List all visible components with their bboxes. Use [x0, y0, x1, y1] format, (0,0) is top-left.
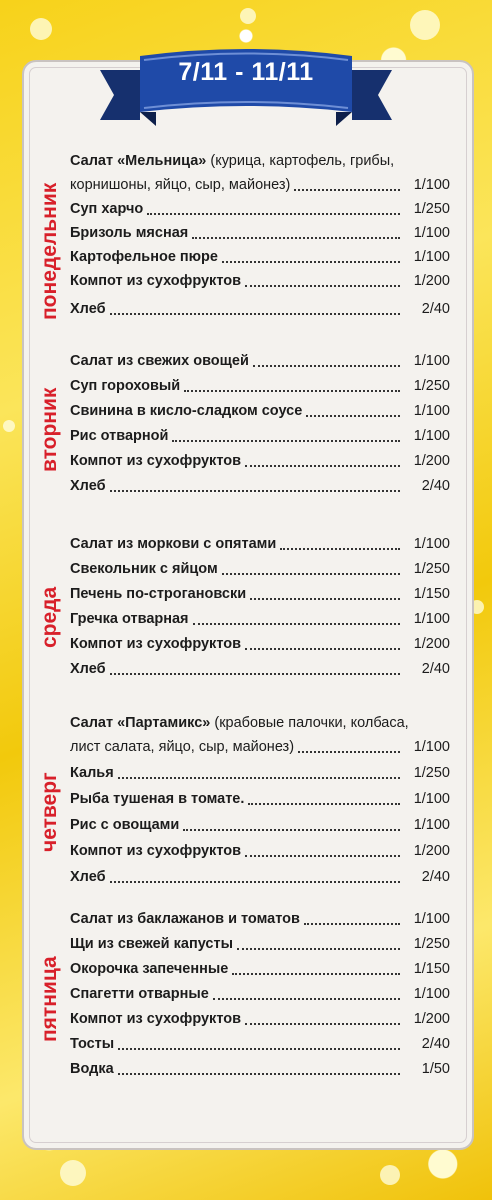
dish-quantity: 1/150	[413, 586, 450, 602]
dish-quantity: 1/250	[413, 936, 450, 952]
menu-item	[70, 762, 450, 784]
dish-name: Салат «Мельница»	[70, 153, 207, 169]
dish-quantity: 1/200	[413, 1011, 450, 1027]
menu-item	[70, 1033, 450, 1055]
menu-item	[70, 558, 450, 580]
dot-leader	[110, 313, 400, 315]
dot-leader	[250, 598, 400, 600]
menu-item	[70, 712, 450, 734]
dish-name: Печень по-строгановски	[70, 586, 247, 602]
menu-item	[70, 1008, 450, 1030]
dot-leader	[248, 803, 400, 805]
dish-name: Тосты	[70, 1036, 115, 1052]
dish-quantity: 1/100	[413, 986, 450, 1002]
dish-quantity: 1/250	[413, 765, 450, 781]
page-title: 7/11 - 11/11	[178, 58, 314, 86]
dot-leader	[193, 623, 400, 625]
dot-leader	[222, 261, 400, 263]
dish-quantity: 1/250	[413, 378, 450, 394]
menu-item	[70, 450, 450, 472]
dot-leader	[110, 673, 400, 675]
day-label: пятница	[38, 956, 61, 1042]
menu-item	[70, 350, 450, 372]
dish-quantity: 1/100	[413, 177, 450, 193]
dish-name: Салат «Партамикс»	[70, 715, 211, 731]
dot-leader	[110, 490, 400, 492]
sparkle-decoration	[30, 18, 52, 40]
menu-item	[70, 633, 450, 655]
dot-leader	[110, 881, 400, 883]
dish-quantity: 1/100	[413, 911, 450, 927]
day-label: среда	[38, 586, 61, 648]
menu-item	[70, 908, 450, 930]
sparkle-decoration	[410, 10, 440, 40]
dot-leader	[237, 948, 400, 950]
dish-quantity: 1/200	[413, 453, 450, 469]
dish-name: Спагетти отварные	[70, 986, 209, 1002]
dish-name: Компот из сухофруктов	[70, 273, 241, 289]
dot-leader	[232, 973, 400, 975]
dot-leader	[147, 213, 400, 215]
dot-leader	[298, 751, 400, 753]
dish-quantity: 1/100	[413, 353, 450, 369]
dot-leader	[118, 1048, 400, 1050]
dish-name: Хлеб	[70, 869, 106, 885]
menu-item	[70, 958, 450, 980]
menu-item	[70, 298, 450, 320]
dot-leader	[306, 415, 400, 417]
dot-leader	[245, 1023, 400, 1025]
dish-quantity: 1/100	[413, 739, 450, 755]
menu-item	[70, 270, 450, 292]
dot-leader	[118, 1073, 400, 1075]
dish-name: Салат из свежих овощей	[70, 353, 249, 369]
menu-item	[70, 983, 450, 1005]
dot-leader	[192, 237, 400, 239]
dish-quantity: 1/200	[413, 636, 450, 652]
dot-leader	[253, 365, 400, 367]
dish-quantity: 2/40	[421, 1036, 450, 1052]
dot-leader	[294, 189, 400, 191]
menu-item	[70, 814, 450, 836]
day-label: вторник	[38, 387, 61, 472]
day-label: понедельник	[38, 182, 61, 320]
dish-note: лист салата, яйцо, сыр, майонез)	[70, 739, 295, 755]
dish-name: Калья	[70, 765, 114, 781]
menu-item	[70, 933, 450, 955]
dot-leader	[245, 648, 400, 650]
dish-name: Гречка отварная	[70, 611, 189, 627]
menu-item	[70, 866, 450, 888]
dish-quantity: 1/50	[421, 1061, 450, 1077]
menu-item	[70, 658, 450, 680]
dot-leader	[245, 855, 400, 857]
dish-name: Свекольник с яйцом	[70, 561, 218, 577]
menu-item	[70, 246, 450, 268]
dish-name: Салат из моркови с опятами	[70, 536, 277, 552]
dish-quantity: 1/100	[413, 791, 450, 807]
dish-name: Компот из сухофруктов	[70, 843, 241, 859]
menu-item	[70, 150, 450, 172]
dot-leader	[280, 548, 400, 550]
sparkle-decoration	[60, 1160, 86, 1186]
dish-quantity: 1/100	[413, 536, 450, 552]
dish-quantity: 2/40	[421, 301, 450, 317]
dish-name: Суп гороховый	[70, 378, 181, 394]
dish-quantity: 1/100	[413, 817, 450, 833]
dish-name: Свинина в кисло-сладком соусе	[70, 403, 303, 419]
dish-name: Компот из сухофруктов	[70, 453, 241, 469]
dish-name: Водка	[70, 1061, 114, 1077]
dot-leader	[183, 829, 400, 831]
dot-leader	[172, 440, 400, 442]
dish-quantity: 1/100	[413, 225, 450, 241]
dish-name: Бризоль мясная	[70, 225, 189, 241]
dish-quantity: 1/100	[413, 611, 450, 627]
dish-quantity: 1/250	[413, 201, 450, 217]
dish-name: Компот из сухофруктов	[70, 636, 241, 652]
dish-quantity: 1/250	[413, 561, 450, 577]
dish-name: Картофельное пюре	[70, 249, 218, 265]
menu-item	[70, 533, 450, 555]
dish-name: Суп харчо	[70, 201, 144, 217]
dish-quantity: 2/40	[421, 661, 450, 677]
dish-quantity: 1/100	[413, 403, 450, 419]
sparkle-decoration	[380, 1165, 400, 1185]
dish-quantity: 1/100	[413, 249, 450, 265]
menu-item	[70, 425, 450, 447]
sparkle-decoration	[3, 420, 15, 432]
dish-name: Хлеб	[70, 661, 106, 677]
dish-name: Рыба тушеная в томате.	[70, 791, 245, 807]
menu-item	[70, 583, 450, 605]
menu-item	[70, 1058, 450, 1080]
menu-item	[70, 198, 450, 220]
dish-name: Хлеб	[70, 478, 106, 494]
dish-name: Рис с овощами	[70, 817, 180, 833]
day-label: четверг	[38, 772, 61, 852]
menu-item	[70, 375, 450, 397]
dish-name: Щи из свежей капусты	[70, 936, 233, 952]
dot-leader	[213, 998, 400, 1000]
dish-quantity: 1/200	[413, 843, 450, 859]
menu-item	[70, 400, 450, 422]
menu-item	[70, 222, 450, 244]
dish-note: (курица, картофель, грибы,	[206, 153, 395, 169]
dish-quantity: 1/100	[413, 428, 450, 444]
menu-item-continued	[70, 736, 450, 758]
sparkle-decoration	[240, 8, 256, 24]
dot-leader	[304, 923, 400, 925]
dish-quantity: 2/40	[421, 869, 450, 885]
dish-quantity: 1/200	[413, 273, 450, 289]
dish-quantity: 1/150	[413, 961, 450, 977]
dot-leader	[245, 465, 400, 467]
dish-quantity: 2/40	[421, 478, 450, 494]
dish-name: Рис отварной	[70, 428, 169, 444]
menu-item	[70, 608, 450, 630]
dish-note: (крабовые палочки, колбаса,	[210, 715, 409, 731]
dot-leader	[184, 390, 400, 392]
dot-leader	[222, 573, 400, 575]
dish-note: корнишоны, яйцо, сыр, майонез)	[70, 177, 291, 193]
menu-item	[70, 475, 450, 497]
menu-item	[70, 840, 450, 862]
dish-name: Компот из сухофруктов	[70, 1011, 241, 1027]
menu-item-continued	[70, 174, 450, 196]
menu-item	[70, 788, 450, 810]
dish-name: Окорочка запеченные	[70, 961, 229, 977]
dish-name: Салат из баклажанов и томатов	[70, 911, 300, 927]
dot-leader	[245, 285, 400, 287]
dish-name: Хлеб	[70, 301, 106, 317]
dot-leader	[118, 777, 400, 779]
